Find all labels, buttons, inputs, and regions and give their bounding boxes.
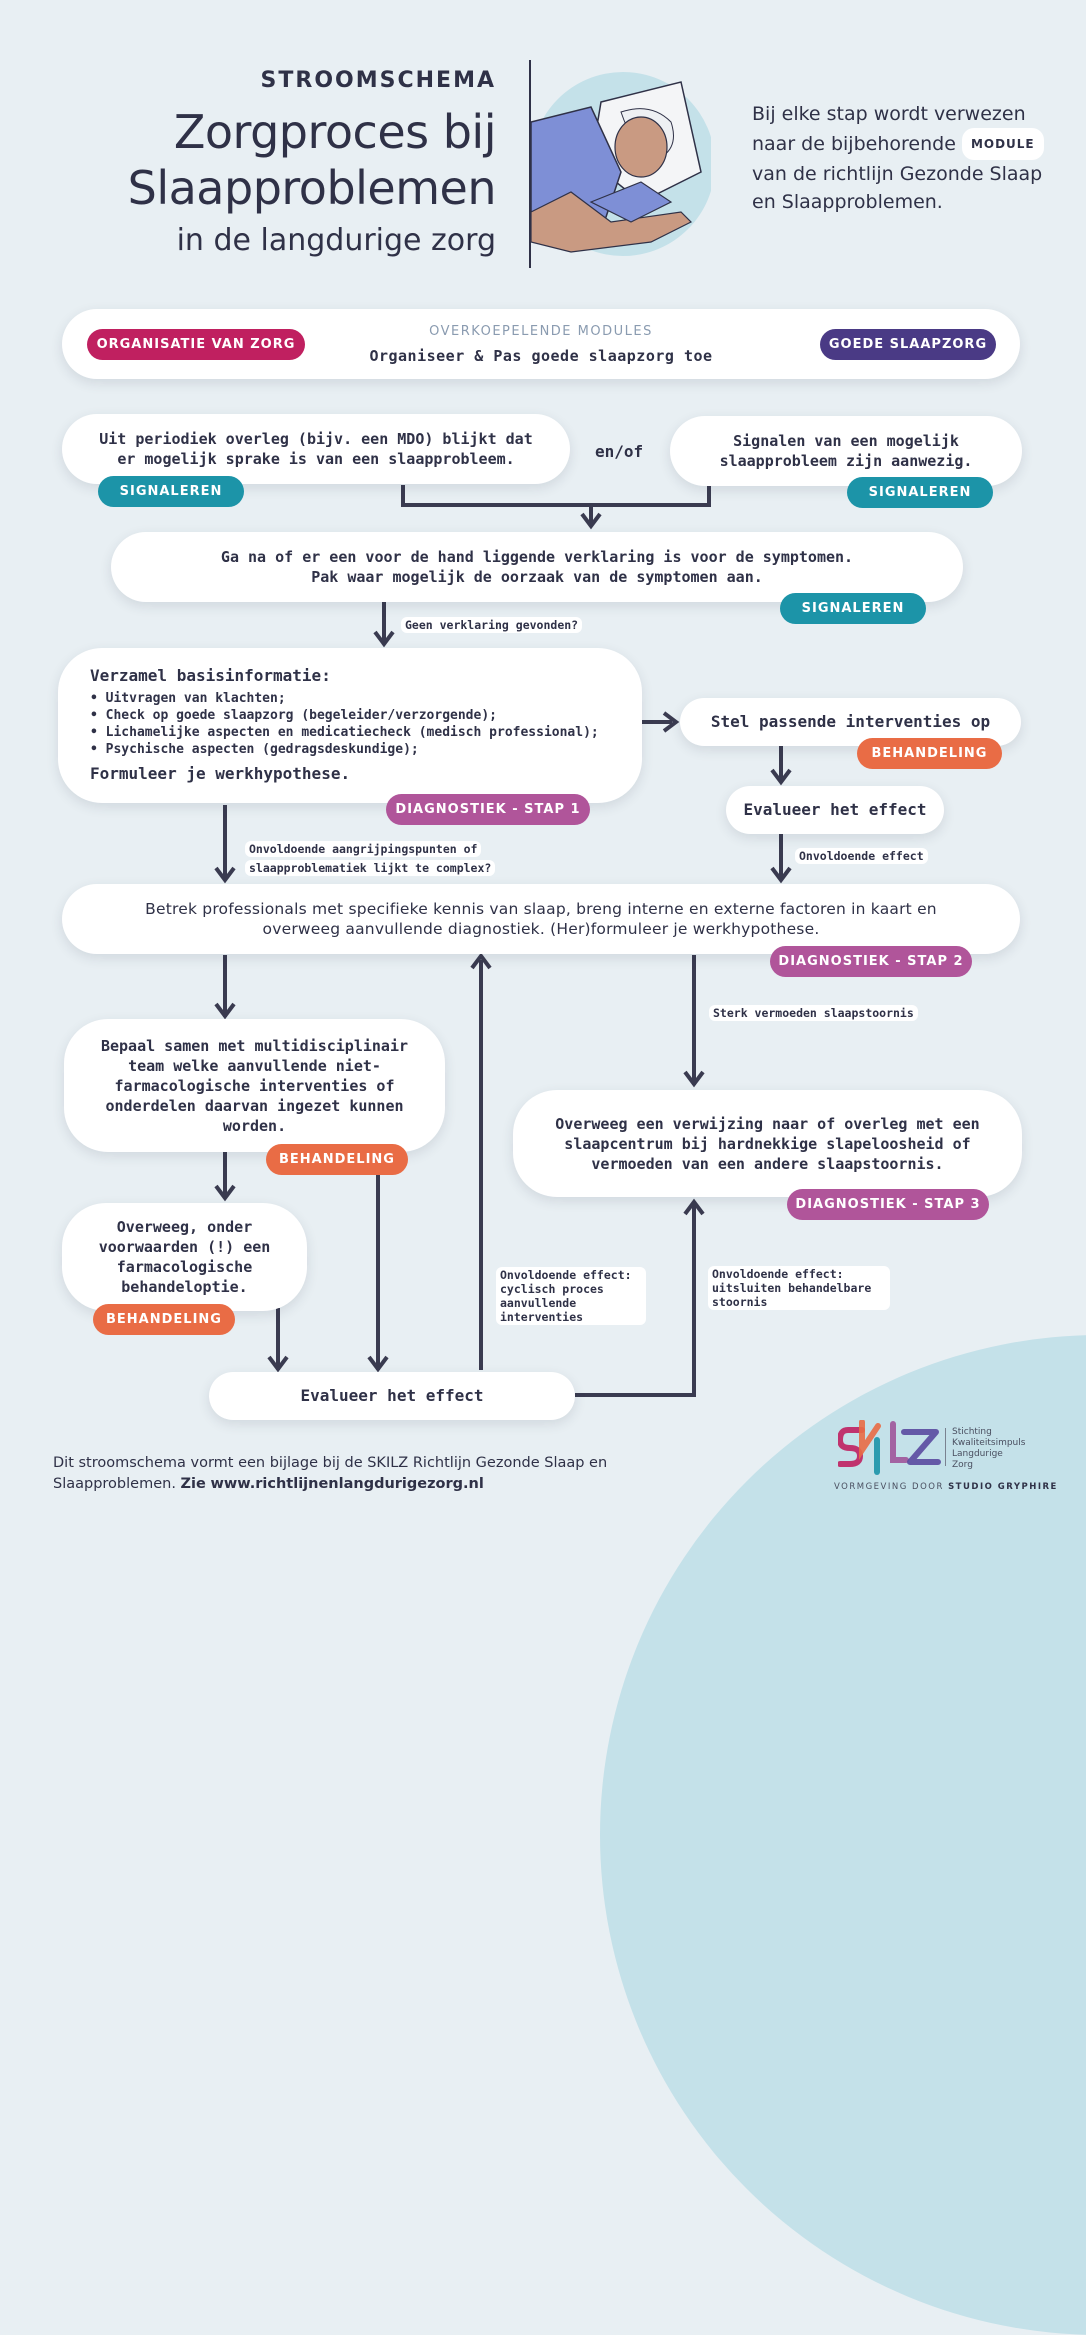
basis-item: • Psychische aspecten (gedragsdeskundige); — [90, 742, 419, 757]
node-explanation — [111, 532, 963, 602]
edge-label-cyclic: Onvoldoende effect: cyclisch proces aanvullende interventies — [496, 1267, 646, 1325]
footer-note — [53, 1453, 653, 1495]
edge-label-line: Onvoldoende aangrijpingspunten of — [245, 841, 481, 857]
sleeping-person-illustration — [531, 62, 711, 267]
badge-diagnostiek-stap-2[interactable]: DIAGNOSTIEK - STAP 2 — [770, 946, 972, 977]
badge-behandeling[interactable]: BEHANDELING — [857, 738, 1002, 769]
title-line-1: Zorgproces bij — [173, 105, 496, 159]
logo-tagline-line: Zorg — [952, 1460, 973, 1470]
basis-item: • Lichamelijke aspecten en medicatiecheck (medisch professional); — [90, 725, 599, 740]
design-credit — [834, 1482, 1058, 1492]
arrow-down-icon — [683, 1070, 705, 1088]
title-line-2: Slaapproblemen — [127, 161, 496, 215]
node-evaluate-effect-1: Evalueer het effect — [726, 786, 944, 834]
badge-goede-slaapzorg[interactable]: GOEDE SLAAPZORG — [820, 329, 996, 360]
connector — [575, 1393, 696, 1397]
basis-heading: Verzamel basisinformatie: — [90, 666, 331, 685]
explain-line-1: Ga na of er een voor de hand liggende verklaring is voor de symptomen. — [220, 548, 854, 566]
arrow-right-icon — [662, 711, 680, 733]
connector — [692, 955, 696, 1085]
logo-tagline-line: Kwaliteitsimpuls — [952, 1438, 1026, 1448]
badge-signaleren[interactable]: SIGNALEREN — [98, 476, 244, 507]
node-evaluate-effect-2: Evalueer het effect — [209, 1372, 575, 1420]
intro-part-1: Bij elke stap wordt verwezen naar de bijbehorende — [752, 103, 1026, 155]
credit-studio: STUDIO GRYPHIRE — [948, 1482, 1058, 1492]
badge-signaleren[interactable]: SIGNALEREN — [780, 593, 926, 624]
page-title — [128, 104, 496, 216]
logo-tagline — [952, 1427, 1025, 1471]
overarching-text: Organiseer & Pas goede slaapzorg toe — [369, 347, 713, 365]
badge-behandeling[interactable]: BEHANDELING — [93, 1304, 235, 1335]
badge-diagnostiek-stap-1[interactable]: DIAGNOSTIEK - STAP 1 — [386, 794, 590, 825]
logo-divider — [945, 1428, 946, 1466]
footer-link[interactable]: www.richtlijnenlangdurigezorg.nl — [210, 1476, 484, 1492]
connector — [692, 1205, 696, 1397]
basis-item: • Check op goede slaapzorg (begeleider/verzorgende); — [90, 708, 497, 723]
arrow-down-icon — [770, 768, 792, 786]
overarching-heading: OVERKOEPELENDE MODULES — [429, 324, 653, 339]
badge-organisatie-van-zorg[interactable]: ORGANISATIE VAN ZORG — [87, 329, 305, 360]
arrow-down-icon — [214, 1002, 236, 1020]
arrow-down-icon — [214, 1184, 236, 1202]
edge-label-line: slaapproblematiek lijkt te complex? — [245, 860, 495, 876]
node-interventions: Stel passende interventies op — [680, 698, 1021, 746]
connector — [401, 503, 711, 507]
skilz-logo — [838, 1420, 942, 1478]
arrow-down-icon — [373, 630, 395, 648]
arrow-down-icon — [367, 1355, 389, 1373]
arrow-down-icon — [580, 512, 602, 530]
edge-label-no-explanation: Geen verklaring gevonden? — [401, 617, 582, 633]
edge-label-exclude: Onvoldoende effect: uitsluiten behandelbare stoornis — [708, 1266, 890, 1310]
node-pharmacological: Overweeg, onder voorwaarden (!) een farmacologische behandeloptie. — [62, 1203, 307, 1311]
header-kicker: STROOMSCHEMA — [260, 68, 496, 93]
node-signals-present: Signalen van een mogelijk slaapprobleem zijn aanwezig. — [670, 416, 1022, 486]
logo-tagline-line: Stichting — [952, 1427, 992, 1437]
arrow-down-icon — [770, 866, 792, 884]
node-basis-information — [58, 648, 642, 803]
node-multidisciplinary: Bepaal samen met multidisciplinair team welke aanvullende niet-farmacologische interventies of onderdelen daarvan ingezet kunnen worden. — [64, 1019, 445, 1152]
edge-label-insufficient-points — [245, 838, 495, 876]
connector — [479, 960, 483, 1370]
node-referral: Overweeg een verwijzing naar of overleg met een slaapcentrum bij hardnekkige slapeloosheid of vermoeden van een andere slaapstoornis. — [513, 1090, 1022, 1197]
arrow-up-icon — [470, 952, 492, 970]
footer-text: Dit stroomschema vormt een bijlage bij de SKILZ Richtlijn Gezonde Slaap en Slaapproblemen. — [53, 1455, 608, 1492]
explain-line-2: Pak waar mogelijk de oorzaak van de symptomen aan. — [311, 568, 763, 586]
module-badge: MODULE — [962, 128, 1044, 160]
node-periodic-overleg: Uit periodiek overleg (bijv. een MDO) blijkt dat er mogelijk sprake is van een slaapprobleem. — [62, 414, 570, 484]
arrow-up-icon — [683, 1198, 705, 1216]
and-or-label: en/of — [595, 442, 644, 461]
connector — [376, 1173, 380, 1370]
intro-text — [752, 100, 1052, 216]
basis-item: • Uitvragen van klachten; — [90, 691, 286, 706]
logo-tagline-line: Langdurige — [952, 1449, 1003, 1459]
intro-part-2: van de richtlijn Gezonde Slaap en Slaapproblemen. — [752, 163, 1043, 213]
basis-footer: Formuleer je werkhypothese. — [90, 764, 351, 783]
footer-link-prefix: Zie — [180, 1476, 206, 1492]
credit-prefix: VORMGEVING DOOR — [834, 1482, 944, 1492]
node-professionals: Betrek professionals met specifieke kennis van slaap, breng interne en externe factoren in kaart en overweeg aanvullende diagnostiek. (Her)formuleer je werkhypothese. — [62, 884, 1020, 954]
arrow-down-icon — [267, 1355, 289, 1373]
badge-behandeling[interactable]: BEHANDELING — [266, 1144, 408, 1175]
badge-signaleren[interactable]: SIGNALEREN — [847, 477, 993, 508]
badge-diagnostiek-stap-3[interactable]: DIAGNOSTIEK - STAP 3 — [787, 1189, 989, 1220]
arrow-down-icon — [214, 866, 236, 884]
page-subtitle: in de langdurige zorg — [176, 223, 496, 258]
edge-label-insufficient-effect: Onvoldoende effect — [795, 848, 928, 864]
edge-label-strong-suspicion: Sterk vermoeden slaapstoornis — [709, 1005, 918, 1021]
